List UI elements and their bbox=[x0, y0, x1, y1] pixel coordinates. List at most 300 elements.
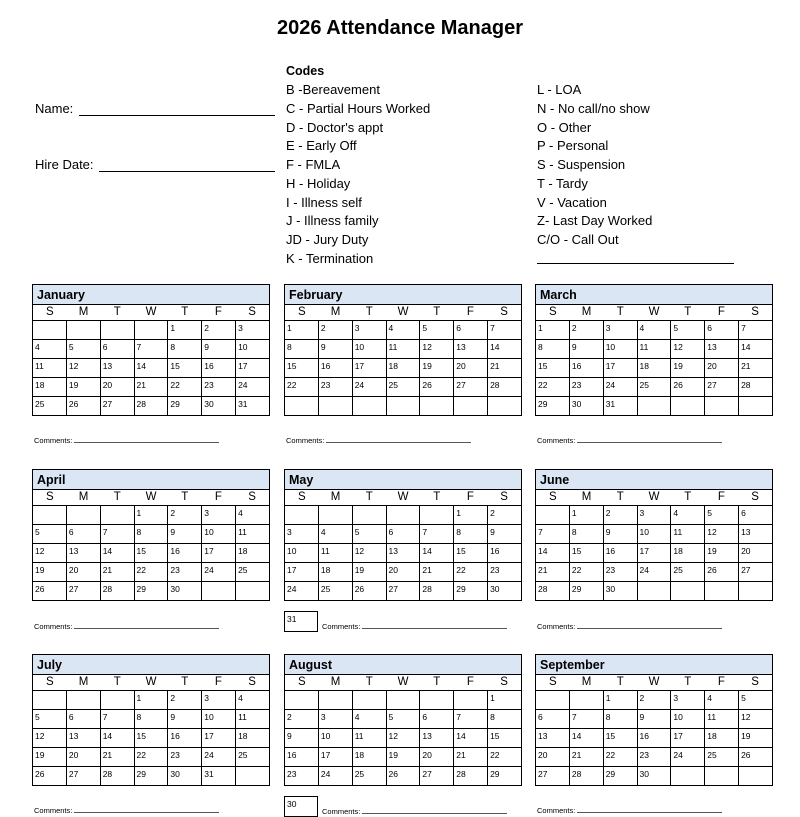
day-cell[interactable]: 24 bbox=[202, 563, 236, 582]
day-cell[interactable]: 27 bbox=[66, 767, 100, 786]
day-cell[interactable]: 6 bbox=[66, 710, 100, 729]
day-cell[interactable]: 1 bbox=[488, 691, 522, 710]
day-cell[interactable]: 14 bbox=[100, 729, 134, 748]
day-cell[interactable]: 3 bbox=[671, 691, 705, 710]
day-cell[interactable]: 23 bbox=[637, 748, 671, 767]
comments-line[interactable] bbox=[577, 812, 722, 813]
day-cell[interactable]: 21 bbox=[420, 563, 454, 582]
day-cell[interactable] bbox=[352, 506, 386, 525]
day-cell[interactable]: 4 bbox=[386, 321, 420, 340]
day-cell[interactable] bbox=[637, 582, 671, 601]
day-cell[interactable]: 13 bbox=[536, 729, 570, 748]
day-cell[interactable]: 12 bbox=[420, 340, 454, 359]
day-cell[interactable]: 10 bbox=[236, 340, 270, 359]
day-cell[interactable]: 27 bbox=[536, 767, 570, 786]
day-cell[interactable] bbox=[352, 691, 386, 710]
day-cell[interactable]: 19 bbox=[671, 359, 705, 378]
day-cell[interactable]: 29 bbox=[603, 767, 637, 786]
day-cell[interactable]: 21 bbox=[100, 748, 134, 767]
day-cell[interactable]: 28 bbox=[454, 767, 488, 786]
day-cell[interactable]: 2 bbox=[202, 321, 236, 340]
day-cell[interactable]: 2 bbox=[168, 506, 202, 525]
comments-line[interactable] bbox=[74, 812, 219, 813]
day-cell[interactable]: 26 bbox=[33, 582, 67, 601]
day-cell[interactable]: 10 bbox=[352, 340, 386, 359]
day-cell[interactable]: 10 bbox=[285, 544, 319, 563]
day-cell[interactable]: 3 bbox=[202, 691, 236, 710]
day-cell[interactable] bbox=[352, 397, 386, 416]
day-cell[interactable]: 16 bbox=[603, 544, 637, 563]
day-cell[interactable] bbox=[285, 691, 319, 710]
day-cell[interactable]: 5 bbox=[739, 691, 773, 710]
day-cell[interactable]: 12 bbox=[739, 710, 773, 729]
day-cell[interactable]: 16 bbox=[285, 748, 319, 767]
day-cell[interactable]: 3 bbox=[236, 321, 270, 340]
day-cell[interactable]: 13 bbox=[420, 729, 454, 748]
day-cell[interactable]: 11 bbox=[705, 710, 739, 729]
day-cell[interactable]: 29 bbox=[134, 767, 168, 786]
day-cell[interactable]: 25 bbox=[318, 582, 352, 601]
day-cell[interactable]: 25 bbox=[33, 397, 67, 416]
day-cell[interactable]: 26 bbox=[420, 378, 454, 397]
day-cell[interactable]: 27 bbox=[386, 582, 420, 601]
day-cell[interactable]: 22 bbox=[536, 378, 570, 397]
day-cell[interactable]: 17 bbox=[352, 359, 386, 378]
day-cell[interactable]: 28 bbox=[569, 767, 603, 786]
day-cell[interactable]: 21 bbox=[488, 359, 522, 378]
day-cell[interactable]: 7 bbox=[134, 340, 168, 359]
day-cell[interactable]: 20 bbox=[100, 378, 134, 397]
day-cell[interactable]: 14 bbox=[739, 340, 773, 359]
day-cell[interactable]: 13 bbox=[454, 340, 488, 359]
day-cell[interactable]: 8 bbox=[569, 525, 603, 544]
day-cell[interactable] bbox=[705, 397, 739, 416]
day-cell[interactable]: 3 bbox=[352, 321, 386, 340]
day-cell[interactable]: 24 bbox=[202, 748, 236, 767]
day-cell[interactable]: 27 bbox=[66, 582, 100, 601]
day-cell[interactable]: 23 bbox=[202, 378, 236, 397]
day-cell[interactable]: 12 bbox=[705, 525, 739, 544]
day-cell[interactable]: 6 bbox=[66, 525, 100, 544]
day-cell[interactable]: 29 bbox=[454, 582, 488, 601]
day-cell[interactable]: 27 bbox=[739, 563, 773, 582]
day-cell[interactable]: 18 bbox=[352, 748, 386, 767]
day-cell[interactable] bbox=[236, 767, 270, 786]
day-cell[interactable]: 18 bbox=[236, 729, 270, 748]
day-cell[interactable] bbox=[739, 582, 773, 601]
day-cell[interactable]: 14 bbox=[420, 544, 454, 563]
day-cell[interactable]: 7 bbox=[739, 321, 773, 340]
day-cell[interactable]: 20 bbox=[739, 544, 773, 563]
comments-line[interactable] bbox=[326, 442, 471, 443]
day-cell[interactable]: 27 bbox=[100, 397, 134, 416]
day-cell[interactable]: 22 bbox=[134, 563, 168, 582]
day-cell[interactable]: 12 bbox=[66, 359, 100, 378]
day-cell[interactable]: 15 bbox=[603, 729, 637, 748]
day-cell[interactable] bbox=[671, 767, 705, 786]
day-cell[interactable]: 4 bbox=[671, 506, 705, 525]
day-cell[interactable]: 4 bbox=[352, 710, 386, 729]
day-cell[interactable]: 16 bbox=[318, 359, 352, 378]
day-cell[interactable]: 3 bbox=[285, 525, 319, 544]
day-cell[interactable]: 20 bbox=[420, 748, 454, 767]
day-cell[interactable]: 26 bbox=[386, 767, 420, 786]
day-cell[interactable]: 10 bbox=[637, 525, 671, 544]
day-cell[interactable]: 17 bbox=[285, 563, 319, 582]
day-cell[interactable]: 28 bbox=[100, 767, 134, 786]
day-cell[interactable]: 10 bbox=[202, 710, 236, 729]
day-cell[interactable]: 25 bbox=[637, 378, 671, 397]
day-cell[interactable]: 13 bbox=[100, 359, 134, 378]
day-cell[interactable]: 5 bbox=[420, 321, 454, 340]
day-cell[interactable] bbox=[33, 321, 67, 340]
day-cell[interactable]: 5 bbox=[66, 340, 100, 359]
comments-line[interactable] bbox=[362, 813, 507, 814]
day-cell[interactable]: 11 bbox=[236, 525, 270, 544]
day-cell[interactable]: 5 bbox=[352, 525, 386, 544]
day-cell[interactable]: 12 bbox=[671, 340, 705, 359]
day-cell[interactable] bbox=[454, 397, 488, 416]
day-cell[interactable]: 29 bbox=[536, 397, 570, 416]
day-cell[interactable] bbox=[386, 691, 420, 710]
day-cell[interactable] bbox=[100, 691, 134, 710]
day-cell[interactable] bbox=[100, 321, 134, 340]
day-cell[interactable]: 7 bbox=[100, 710, 134, 729]
day-cell[interactable]: 24 bbox=[285, 582, 319, 601]
day-cell[interactable]: 19 bbox=[66, 378, 100, 397]
day-cell[interactable]: 18 bbox=[671, 544, 705, 563]
day-cell[interactable]: 24 bbox=[236, 378, 270, 397]
day-cell[interactable]: 30 bbox=[284, 796, 318, 817]
day-cell[interactable]: 16 bbox=[168, 729, 202, 748]
day-cell[interactable]: 24 bbox=[637, 563, 671, 582]
day-cell[interactable]: 19 bbox=[386, 748, 420, 767]
day-cell[interactable]: 16 bbox=[168, 544, 202, 563]
day-cell[interactable]: 7 bbox=[454, 710, 488, 729]
day-cell[interactable]: 4 bbox=[705, 691, 739, 710]
hire-date-line[interactable] bbox=[99, 158, 275, 172]
day-cell[interactable]: 8 bbox=[168, 340, 202, 359]
day-cell[interactable] bbox=[488, 397, 522, 416]
day-cell[interactable]: 11 bbox=[386, 340, 420, 359]
day-cell[interactable]: 25 bbox=[705, 748, 739, 767]
day-cell[interactable]: 24 bbox=[318, 767, 352, 786]
day-cell[interactable] bbox=[454, 691, 488, 710]
day-cell[interactable]: 22 bbox=[168, 378, 202, 397]
day-cell[interactable]: 6 bbox=[100, 340, 134, 359]
day-cell[interactable]: 5 bbox=[33, 710, 67, 729]
day-cell[interactable]: 19 bbox=[33, 748, 67, 767]
day-cell[interactable]: 13 bbox=[66, 544, 100, 563]
day-cell[interactable]: 21 bbox=[739, 359, 773, 378]
day-cell[interactable]: 8 bbox=[285, 340, 319, 359]
day-cell[interactable]: 30 bbox=[637, 767, 671, 786]
comments-field[interactable] bbox=[537, 436, 722, 445]
day-cell[interactable]: 31 bbox=[236, 397, 270, 416]
day-cell[interactable]: 15 bbox=[569, 544, 603, 563]
day-cell[interactable]: 30 bbox=[168, 767, 202, 786]
day-cell[interactable] bbox=[285, 397, 319, 416]
day-cell[interactable]: 9 bbox=[202, 340, 236, 359]
day-cell[interactable]: 1 bbox=[168, 321, 202, 340]
day-cell[interactable]: 16 bbox=[637, 729, 671, 748]
day-cell[interactable]: 6 bbox=[536, 710, 570, 729]
day-cell[interactable]: 16 bbox=[488, 544, 522, 563]
day-cell[interactable]: 11 bbox=[33, 359, 67, 378]
day-cell[interactable] bbox=[705, 582, 739, 601]
day-cell[interactable]: 9 bbox=[603, 525, 637, 544]
day-cell[interactable]: 25 bbox=[236, 748, 270, 767]
day-cell[interactable] bbox=[569, 691, 603, 710]
day-cell[interactable] bbox=[705, 767, 739, 786]
day-cell[interactable]: 26 bbox=[352, 582, 386, 601]
day-cell[interactable]: 8 bbox=[488, 710, 522, 729]
day-cell[interactable]: 9 bbox=[285, 729, 319, 748]
day-cell[interactable]: 28 bbox=[488, 378, 522, 397]
day-cell[interactable] bbox=[420, 506, 454, 525]
day-cell[interactable]: 7 bbox=[488, 321, 522, 340]
day-cell[interactable]: 7 bbox=[100, 525, 134, 544]
day-cell[interactable]: 2 bbox=[488, 506, 522, 525]
day-cell[interactable]: 6 bbox=[739, 506, 773, 525]
day-cell[interactable]: 21 bbox=[536, 563, 570, 582]
day-cell[interactable]: 29 bbox=[168, 397, 202, 416]
day-cell[interactable]: 22 bbox=[454, 563, 488, 582]
day-cell[interactable] bbox=[420, 691, 454, 710]
day-cell[interactable]: 31 bbox=[202, 767, 236, 786]
day-cell[interactable] bbox=[66, 321, 100, 340]
day-cell[interactable]: 9 bbox=[168, 710, 202, 729]
day-cell[interactable]: 13 bbox=[705, 340, 739, 359]
day-cell[interactable] bbox=[671, 397, 705, 416]
name-line[interactable] bbox=[79, 102, 275, 116]
day-cell[interactable]: 17 bbox=[671, 729, 705, 748]
day-cell[interactable] bbox=[100, 506, 134, 525]
day-cell[interactable]: 30 bbox=[488, 582, 522, 601]
day-cell[interactable]: 9 bbox=[488, 525, 522, 544]
day-cell[interactable]: 18 bbox=[33, 378, 67, 397]
comments-line[interactable] bbox=[577, 628, 722, 629]
day-cell[interactable]: 24 bbox=[671, 748, 705, 767]
day-cell[interactable]: 21 bbox=[569, 748, 603, 767]
day-cell[interactable]: 15 bbox=[168, 359, 202, 378]
comments-line[interactable] bbox=[74, 628, 219, 629]
day-cell[interactable]: 16 bbox=[569, 359, 603, 378]
day-cell[interactable]: 30 bbox=[569, 397, 603, 416]
day-cell[interactable]: 11 bbox=[236, 710, 270, 729]
day-cell[interactable]: 28 bbox=[100, 582, 134, 601]
day-cell[interactable]: 20 bbox=[454, 359, 488, 378]
day-cell[interactable]: 10 bbox=[202, 525, 236, 544]
day-cell[interactable]: 22 bbox=[134, 748, 168, 767]
day-cell[interactable] bbox=[33, 506, 67, 525]
day-cell[interactable]: 18 bbox=[637, 359, 671, 378]
day-cell[interactable]: 15 bbox=[488, 729, 522, 748]
day-cell[interactable]: 1 bbox=[285, 321, 319, 340]
day-cell[interactable]: 23 bbox=[285, 767, 319, 786]
day-cell[interactable]: 8 bbox=[454, 525, 488, 544]
day-cell[interactable]: 17 bbox=[637, 544, 671, 563]
day-cell[interactable]: 3 bbox=[202, 506, 236, 525]
day-cell[interactable] bbox=[202, 582, 236, 601]
day-cell[interactable]: 6 bbox=[454, 321, 488, 340]
day-cell[interactable]: 8 bbox=[134, 710, 168, 729]
comments-field[interactable] bbox=[322, 807, 507, 816]
day-cell[interactable]: 11 bbox=[671, 525, 705, 544]
day-cell[interactable]: 28 bbox=[536, 582, 570, 601]
day-cell[interactable]: 24 bbox=[352, 378, 386, 397]
day-cell[interactable]: 5 bbox=[705, 506, 739, 525]
comments-line[interactable] bbox=[577, 442, 722, 443]
day-cell[interactable]: 11 bbox=[637, 340, 671, 359]
day-cell[interactable]: 14 bbox=[488, 340, 522, 359]
day-cell[interactable]: 20 bbox=[705, 359, 739, 378]
comments-field[interactable] bbox=[537, 622, 722, 631]
day-cell[interactable]: 22 bbox=[285, 378, 319, 397]
day-cell[interactable]: 11 bbox=[318, 544, 352, 563]
day-cell[interactable]: 27 bbox=[454, 378, 488, 397]
day-cell[interactable]: 18 bbox=[705, 729, 739, 748]
day-cell[interactable]: 24 bbox=[603, 378, 637, 397]
day-cell[interactable]: 12 bbox=[352, 544, 386, 563]
day-cell[interactable] bbox=[386, 506, 420, 525]
day-cell[interactable]: 21 bbox=[134, 378, 168, 397]
day-cell[interactable]: 13 bbox=[386, 544, 420, 563]
day-cell[interactable]: 23 bbox=[569, 378, 603, 397]
day-cell[interactable]: 18 bbox=[386, 359, 420, 378]
day-cell[interactable]: 1 bbox=[134, 691, 168, 710]
day-cell[interactable]: 31 bbox=[284, 611, 318, 632]
comments-field[interactable] bbox=[537, 806, 722, 815]
day-cell[interactable]: 2 bbox=[318, 321, 352, 340]
day-cell[interactable]: 7 bbox=[569, 710, 603, 729]
day-cell[interactable]: 29 bbox=[488, 767, 522, 786]
day-cell[interactable]: 28 bbox=[420, 582, 454, 601]
day-cell[interactable]: 8 bbox=[536, 340, 570, 359]
day-cell[interactable]: 12 bbox=[33, 729, 67, 748]
day-cell[interactable]: 6 bbox=[420, 710, 454, 729]
day-cell[interactable]: 2 bbox=[168, 691, 202, 710]
day-cell[interactable]: 13 bbox=[739, 525, 773, 544]
day-cell[interactable]: 15 bbox=[285, 359, 319, 378]
day-cell[interactable]: 14 bbox=[134, 359, 168, 378]
day-cell[interactable]: 17 bbox=[236, 359, 270, 378]
comments-field[interactable] bbox=[286, 436, 471, 445]
day-cell[interactable]: 20 bbox=[386, 563, 420, 582]
day-cell[interactable]: 14 bbox=[100, 544, 134, 563]
day-cell[interactable]: 27 bbox=[420, 767, 454, 786]
day-cell[interactable]: 18 bbox=[236, 544, 270, 563]
day-cell[interactable]: 12 bbox=[33, 544, 67, 563]
day-cell[interactable]: 23 bbox=[603, 563, 637, 582]
day-cell[interactable]: 4 bbox=[33, 340, 67, 359]
day-cell[interactable]: 28 bbox=[739, 378, 773, 397]
day-cell[interactable]: 23 bbox=[168, 748, 202, 767]
day-cell[interactable] bbox=[66, 691, 100, 710]
day-cell[interactable]: 9 bbox=[318, 340, 352, 359]
day-cell[interactable]: 2 bbox=[637, 691, 671, 710]
day-cell[interactable] bbox=[134, 321, 168, 340]
day-cell[interactable] bbox=[536, 506, 570, 525]
day-cell[interactable]: 1 bbox=[603, 691, 637, 710]
day-cell[interactable] bbox=[739, 397, 773, 416]
day-cell[interactable]: 8 bbox=[134, 525, 168, 544]
day-cell[interactable]: 21 bbox=[454, 748, 488, 767]
day-cell[interactable]: 1 bbox=[134, 506, 168, 525]
day-cell[interactable]: 30 bbox=[603, 582, 637, 601]
day-cell[interactable] bbox=[637, 397, 671, 416]
comments-line[interactable] bbox=[74, 442, 219, 443]
day-cell[interactable]: 26 bbox=[66, 397, 100, 416]
day-cell[interactable]: 6 bbox=[705, 321, 739, 340]
name-field[interactable] bbox=[35, 101, 275, 116]
day-cell[interactable]: 30 bbox=[168, 582, 202, 601]
day-cell[interactable]: 9 bbox=[168, 525, 202, 544]
day-cell[interactable]: 22 bbox=[603, 748, 637, 767]
day-cell[interactable]: 1 bbox=[536, 321, 570, 340]
day-cell[interactable]: 28 bbox=[134, 397, 168, 416]
day-cell[interactable]: 3 bbox=[318, 710, 352, 729]
day-cell[interactable] bbox=[671, 582, 705, 601]
day-cell[interactable]: 29 bbox=[134, 582, 168, 601]
day-cell[interactable]: 19 bbox=[420, 359, 454, 378]
day-cell[interactable]: 18 bbox=[318, 563, 352, 582]
day-cell[interactable]: 29 bbox=[569, 582, 603, 601]
day-cell[interactable]: 15 bbox=[134, 544, 168, 563]
day-cell[interactable]: 25 bbox=[236, 563, 270, 582]
day-cell[interactable] bbox=[318, 397, 352, 416]
day-cell[interactable]: 20 bbox=[66, 563, 100, 582]
comments-field[interactable] bbox=[34, 622, 219, 631]
day-cell[interactable]: 17 bbox=[603, 359, 637, 378]
day-cell[interactable]: 2 bbox=[603, 506, 637, 525]
day-cell[interactable]: 22 bbox=[488, 748, 522, 767]
day-cell[interactable]: 20 bbox=[536, 748, 570, 767]
day-cell[interactable]: 1 bbox=[454, 506, 488, 525]
day-cell[interactable]: 30 bbox=[202, 397, 236, 416]
day-cell[interactable]: 19 bbox=[352, 563, 386, 582]
day-cell[interactable]: 23 bbox=[488, 563, 522, 582]
day-cell[interactable]: 26 bbox=[705, 563, 739, 582]
day-cell[interactable] bbox=[236, 582, 270, 601]
day-cell[interactable]: 19 bbox=[705, 544, 739, 563]
day-cell[interactable]: 6 bbox=[386, 525, 420, 544]
comments-field[interactable] bbox=[34, 436, 219, 445]
hire-date-field[interactable] bbox=[35, 157, 275, 172]
day-cell[interactable]: 10 bbox=[318, 729, 352, 748]
comments-line[interactable] bbox=[362, 628, 507, 629]
day-cell[interactable]: 25 bbox=[352, 767, 386, 786]
day-cell[interactable]: 22 bbox=[569, 563, 603, 582]
comments-field[interactable] bbox=[34, 806, 219, 815]
day-cell[interactable]: 14 bbox=[454, 729, 488, 748]
day-cell[interactable]: 4 bbox=[637, 321, 671, 340]
day-cell[interactable]: 20 bbox=[66, 748, 100, 767]
day-cell[interactable]: 14 bbox=[569, 729, 603, 748]
day-cell[interactable]: 26 bbox=[739, 748, 773, 767]
day-cell[interactable]: 15 bbox=[536, 359, 570, 378]
day-cell[interactable]: 26 bbox=[33, 767, 67, 786]
day-cell[interactable]: 5 bbox=[671, 321, 705, 340]
day-cell[interactable] bbox=[285, 506, 319, 525]
day-cell[interactable]: 16 bbox=[202, 359, 236, 378]
day-cell[interactable] bbox=[318, 691, 352, 710]
day-cell[interactable]: 23 bbox=[168, 563, 202, 582]
day-cell[interactable]: 10 bbox=[671, 710, 705, 729]
day-cell[interactable] bbox=[66, 506, 100, 525]
day-cell[interactable]: 2 bbox=[285, 710, 319, 729]
day-cell[interactable]: 10 bbox=[603, 340, 637, 359]
